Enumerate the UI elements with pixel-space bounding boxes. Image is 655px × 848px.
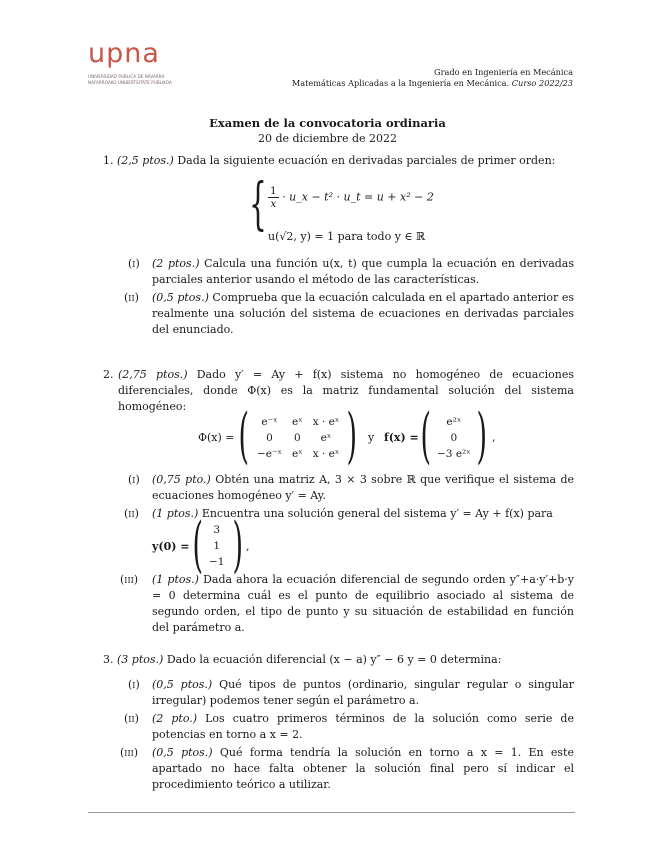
phi-left-paren: (	[238, 401, 249, 471]
comma: ,	[492, 431, 496, 444]
q3-item-ii-points: (2 pto.)	[152, 712, 198, 725]
course-year: 2022/23	[538, 78, 573, 88]
degree-name: Grado en Ingeniería en Mecánica	[434, 67, 573, 77]
university-name	[88, 74, 172, 85]
phi-cell: 0	[266, 432, 273, 444]
q3-item-iii	[152, 745, 574, 793]
q1-system-brace: {	[249, 172, 267, 237]
exam-title: Examen de la convocatoria ordinaria	[209, 116, 446, 130]
q1-number: 1.	[103, 154, 114, 167]
q3-item-ii-text: Los cuatro primeros términos de la solución como serie de potencias en torno a x = 2.	[152, 712, 574, 741]
q2-item-i-points: (0,75 pto.)	[152, 473, 211, 486]
q3-item-label	[120, 745, 138, 761]
q2-points: (2,75 ptos.)	[118, 368, 188, 381]
phi-cell: eˣ	[320, 432, 332, 444]
q2-item-ii-text: Encuentra una solución general del sistema y′ = Ay + f(x) para	[201, 507, 553, 520]
q3-text: Dado la ecuación diferencial (x − a) y″ − 6 y = 0 determina:	[166, 653, 502, 666]
q1-item-i	[152, 256, 574, 288]
q1-statement	[103, 153, 578, 169]
phi-cell: eˣ	[292, 416, 303, 428]
y0-left-paren: (	[192, 510, 203, 580]
q3-item-i	[152, 677, 574, 709]
y0-right-paren: )	[232, 510, 243, 580]
q2-item-iii-points: (1 ptos.)	[152, 573, 199, 586]
y0-cell: 3	[213, 524, 221, 536]
university-name-line1: UNIVERSIDAD PÚBLICA DE NAVARRA	[88, 74, 165, 79]
f-right-paren: )	[476, 401, 487, 471]
university-logo: upna	[88, 38, 160, 69]
university-name-line2: NAFARROAKO UNIBERTSITATE PUBLIKOA	[88, 79, 172, 85]
q1-item-ii-points: (0,5 ptos.)	[152, 291, 209, 304]
q2-item-iii-text: Dada ahora la ecuación diferencial de segundo orden y″+a·y′+b·y = 0 determina cuál es el punto de equilibrio asociado al sistema de segundo orden, el tipo de punto y su situación de estabilidad en función del parámetro a.	[152, 573, 574, 634]
phi-right-paren: )	[346, 401, 357, 471]
y0-label: y(0) =	[152, 540, 190, 553]
q1-item-label	[128, 256, 140, 272]
q2-text: Dado y′ = Ay + f(x) sistema no homogéneo de ecuaciones diferenciales, donde Φ(x) es la matriz fundamental solución del sistema homogéneo:	[118, 368, 574, 413]
q1-text: Dada la siguiente ecuación en derivadas parciales de primer orden:	[177, 154, 556, 167]
q1-points: (2,5 ptos.)	[117, 154, 174, 167]
q3-item-ii-label: (ii)	[124, 712, 139, 725]
course-line	[292, 78, 573, 88]
q2-item-label	[124, 506, 139, 522]
y0-cell: −1	[209, 556, 225, 568]
q3-item-i-text: Qué tipos de puntos (ordinario, singular regular o singular irregular) podemos tener según el parámetro a.	[152, 678, 574, 707]
y0-vector	[204, 522, 229, 570]
q2-item-ii-label: (ii)	[124, 507, 139, 520]
q1-item-ii	[152, 290, 574, 338]
f-vector	[432, 414, 476, 462]
comma: ,	[246, 540, 250, 553]
q2-item-label	[120, 572, 138, 588]
q1-item-i-text: Calcula una función u(x, t) que cumpla la ecuación en derivadas parciales anterior usando el método de las características.	[152, 257, 574, 286]
phi-cell: eˣ	[292, 448, 303, 460]
q2-number: 2.	[103, 368, 114, 381]
q2-item-ii	[152, 506, 574, 522]
q3-points: (3 ptos.)	[117, 653, 164, 666]
exam-date: 20 de diciembre de 2022	[257, 132, 398, 145]
q2-item-i-label: (i)	[128, 473, 140, 486]
phi-cell: x · eˣ	[312, 416, 340, 428]
q3-item-iii-points: (0,5 ptos.)	[152, 746, 213, 759]
q3-item-ii	[152, 711, 574, 743]
q1-eq1-rest: · u_x − t² · u_t = u + x² − 2	[282, 190, 434, 204]
q1-item-label	[124, 290, 139, 306]
q3-statement	[103, 652, 578, 668]
phi-cell: e⁻ˣ	[261, 416, 278, 428]
q1-item-i-label: (i)	[128, 257, 140, 270]
y0-cell: 1	[213, 540, 221, 552]
q3-item-label	[124, 711, 139, 727]
q1-item-ii-label: (ii)	[124, 291, 139, 304]
course-label: Curso	[511, 78, 537, 88]
f-cell: −3 e²ˣ	[437, 448, 471, 460]
q1-item-ii-text: Comprueba que la ecuación calculada en el apartado anterior es realmente una solución del sistema de ecuaciones en derivadas parciales del enunciado.	[152, 291, 574, 336]
q3-number: 3.	[103, 653, 114, 666]
q3-item-i-label: (i)	[128, 678, 140, 691]
q3-item-label	[128, 677, 140, 693]
footer-rule	[88, 812, 575, 813]
phi-matrix	[252, 414, 344, 462]
q3-item-iii-label: (iii)	[120, 746, 139, 759]
phi-cell: 0	[294, 432, 301, 444]
q2-item-iii-label: (iii)	[120, 573, 139, 586]
phi-label: Φ(x) =	[198, 431, 235, 444]
f-label: f(x) =	[384, 431, 419, 444]
q2-item-iii	[152, 572, 574, 636]
phi-cell: −e⁻ˣ	[257, 448, 283, 460]
f-cell: 0	[450, 432, 458, 444]
course-text: Matemáticas Aplicadas a la Ingeniería en Mecánica.	[291, 78, 510, 88]
q2-item-i	[152, 472, 574, 504]
phi-cell: x · eˣ	[312, 448, 340, 460]
and-word: y	[368, 431, 375, 444]
q2-item-label	[128, 472, 140, 488]
q2-item-ii-points: (1 ptos.)	[152, 507, 199, 520]
q2-item-i-text: Obtén una matriz A, 3 × 3 sobre ℝ que verifique el sistema de ecuaciones homogéneo y′ = Ay.	[152, 473, 574, 502]
q1-equation-1	[268, 185, 434, 210]
f-left-paren: (	[420, 401, 431, 471]
q1-item-i-points: (2 ptos.)	[152, 257, 200, 270]
q3-item-i-points: (0,5 ptos.)	[152, 678, 213, 691]
q3-item-iii-text: Qué forma tendría la solución en torno a x = 1. En este apartado no hace falta obtener la solución final pero sí indicar el procedimiento teórico a utilizar.	[152, 746, 574, 791]
q1-equation-2: u(√2, y) = 1 para todo y ∈ ℝ	[268, 230, 426, 243]
f-cell: e²ˣ	[446, 416, 462, 428]
q1-fraction: $\frac{1}{x}$	[270, 185, 277, 210]
